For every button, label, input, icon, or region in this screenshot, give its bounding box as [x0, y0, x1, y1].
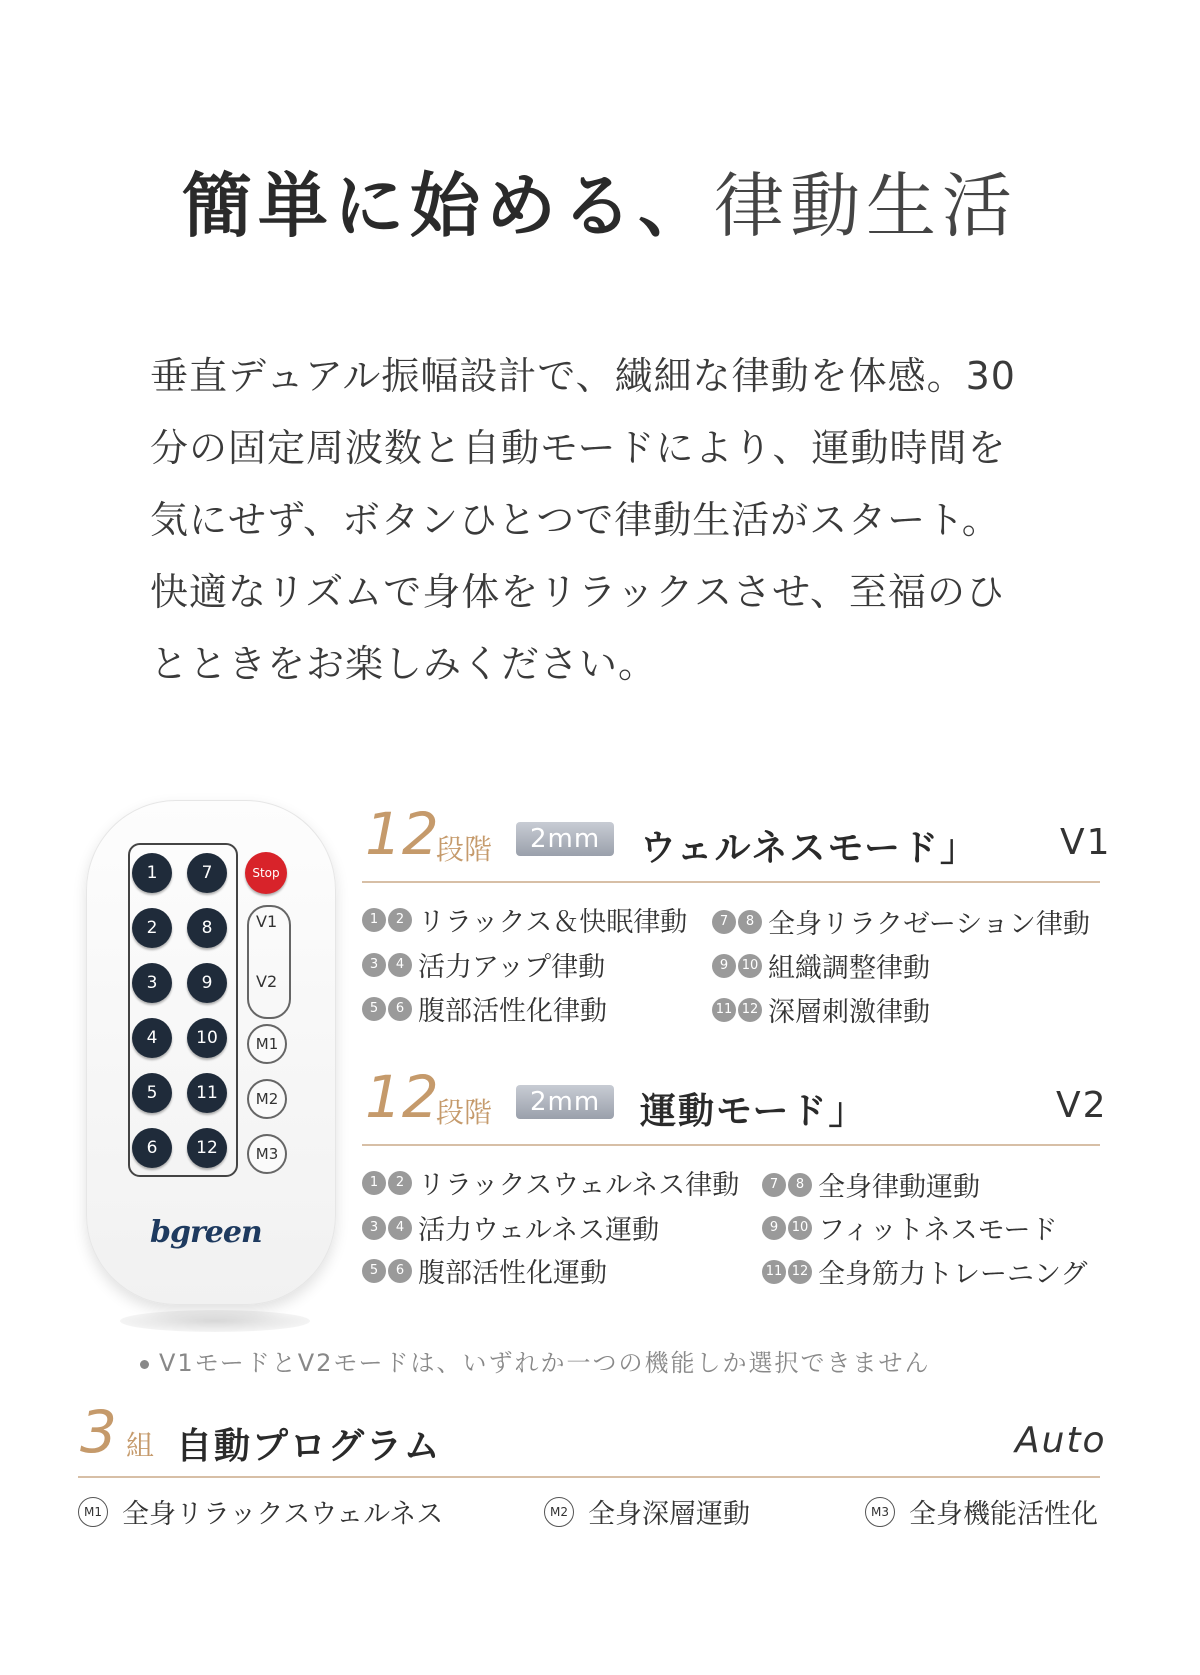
v1-item-label: リラックス＆快眠律動 — [418, 907, 688, 938]
note-text: V1モードとV2モードは、いずれか一つの機能しか選択できません — [159, 1349, 931, 1377]
v2-item-label: フィットネスモード — [818, 1215, 1058, 1246]
v1-item-number: 8 — [738, 910, 762, 934]
remote-key-5: 5 — [132, 1073, 172, 1113]
v1-item-number: 4 — [388, 953, 412, 977]
v1-item-label: 全身リラクゼーション律動 — [768, 909, 1090, 940]
intro-paragraph — [150, 340, 1070, 700]
v2-item — [362, 1208, 659, 1247]
v2-item-number: 1 — [362, 1171, 386, 1195]
remote-key-6: 6 — [132, 1128, 172, 1168]
v2-item-number: 5 — [362, 1259, 386, 1283]
auto-item-label: 全身リラックスウェルネス — [122, 1499, 444, 1530]
v2-item-number: 11 — [762, 1260, 786, 1284]
v1-item-number: 1 — [362, 908, 386, 932]
auto-item-badge: M1 — [78, 1497, 108, 1527]
remote-key-1: 1 — [132, 853, 172, 893]
v2-level-unit: 段階 — [436, 1096, 493, 1129]
v2-item — [762, 1165, 980, 1204]
remote-key-9: 9 — [187, 963, 227, 1003]
remote-v2-label: V2 — [256, 972, 278, 991]
v2-item — [362, 1251, 607, 1290]
v1-item-number: 11 — [712, 998, 736, 1022]
v2-amplitude-tag: 2mm — [516, 1085, 614, 1119]
remote-stop-key: Stop — [245, 852, 287, 894]
auto-title: 自動プログラム — [176, 1426, 442, 1467]
remote-key-8: 8 — [187, 908, 227, 948]
remote-key-12: 12 — [187, 1128, 227, 1168]
page-title — [0, 150, 1200, 251]
v1-item-label: 腹部活性化律動 — [418, 996, 607, 1027]
v1-item-number: 12 — [738, 998, 762, 1022]
remote-v1-label: V1 — [256, 912, 278, 931]
v2-item — [762, 1208, 1058, 1247]
v1-item — [362, 900, 687, 939]
v2-item-number: 6 — [388, 1259, 412, 1283]
v1-item-number: 10 — [738, 954, 762, 978]
bullet-icon — [140, 1360, 149, 1369]
remote-key-7: 7 — [187, 853, 227, 893]
v1-item-number: 3 — [362, 953, 386, 977]
headline-light: 律動生活 — [714, 165, 1018, 247]
v2-item-label: 全身律動運動 — [818, 1172, 980, 1203]
auto-count-number: 3 — [80, 1398, 117, 1466]
v2-item-number: 10 — [788, 1216, 812, 1240]
v2-item-label: 全身筋力トレーニング — [818, 1259, 1088, 1290]
v2-level-number: 12 — [365, 1063, 439, 1131]
v1-item-number: 9 — [712, 954, 736, 978]
remote-m2-key: M2 — [247, 1079, 287, 1119]
v1-item — [362, 989, 607, 1028]
headline-bold: 簡単に始める、 — [182, 165, 714, 247]
remote-shadow — [120, 1310, 310, 1332]
intro-line: 気にせず、ボタンひとつで律動生活がスタート。 — [150, 498, 1001, 542]
auto-item-label: 全身機能活性化 — [909, 1499, 1098, 1530]
remote-m3-key: M3 — [247, 1134, 287, 1174]
v1-item-label: 活力アップ律動 — [418, 952, 606, 983]
remote-keypad-frame — [128, 843, 238, 1177]
remote-key-3: 3 — [132, 963, 172, 1003]
v2-item-number: 8 — [788, 1173, 812, 1197]
v2-item-label: 活力ウェルネス運動 — [418, 1215, 660, 1246]
intro-line: 快適なリズムで身体をリラックスさせ、至福のひ — [150, 570, 1005, 614]
v1-item-label: 組織調整律動 — [768, 953, 930, 984]
v1-item-number: 2 — [388, 908, 412, 932]
auto-item-badge: M2 — [544, 1497, 574, 1527]
remote-key-2: 2 — [132, 908, 172, 948]
auto-item — [865, 1492, 1098, 1531]
brand-logo: bgreen — [150, 1215, 262, 1250]
v1-mode-title: ウェルネスモード」 — [640, 828, 979, 869]
mode-exclusive-note — [140, 1343, 930, 1378]
v2-item-label: リラックスウェルネス律動 — [418, 1170, 740, 1201]
v2-item-label: 腹部活性化運動 — [418, 1258, 607, 1289]
v1-item — [712, 902, 1090, 941]
auto-item-badge: M3 — [865, 1497, 895, 1527]
remote-key-11: 11 — [187, 1073, 227, 1113]
v1-item-number: 6 — [388, 997, 412, 1021]
intro-line: 垂直デュアル振幅設計で、繊細な律動を体感。30 — [150, 354, 1016, 398]
v1-item — [712, 946, 930, 985]
v2-item-number: 3 — [362, 1216, 386, 1240]
v2-item — [762, 1252, 1087, 1291]
v2-item — [362, 1163, 739, 1202]
auto-item — [78, 1492, 443, 1531]
v1-amplitude-tag: 2mm — [516, 822, 614, 856]
v2-item-number: 7 — [762, 1173, 786, 1197]
auto-divider — [78, 1476, 1100, 1478]
v1-divider — [362, 881, 1100, 883]
v1-mode-code: V1 — [1060, 822, 1112, 863]
auto-item — [544, 1492, 750, 1531]
v2-item-number: 2 — [388, 1171, 412, 1195]
v2-item-number: 4 — [388, 1216, 412, 1240]
auto-item-label: 全身深層運動 — [588, 1499, 750, 1530]
intro-line: とときをお楽しみください。 — [150, 642, 658, 686]
v1-item-number: 7 — [712, 910, 736, 934]
v2-mode-title: 運動モード」 — [640, 1091, 867, 1132]
v1-level-unit: 段階 — [436, 833, 493, 866]
v2-item-number: 9 — [762, 1216, 786, 1240]
v2-item-number: 12 — [788, 1260, 812, 1284]
remote-key-4: 4 — [132, 1018, 172, 1058]
v1-item — [362, 945, 605, 984]
auto-count-unit: 組 — [126, 1429, 155, 1462]
v1-item-number: 5 — [362, 997, 386, 1021]
auto-code: Auto — [1015, 1420, 1107, 1461]
v1-level-number: 12 — [365, 800, 439, 868]
v2-divider — [362, 1144, 1100, 1146]
remote-key-10: 10 — [187, 1018, 227, 1058]
v1-item — [712, 990, 930, 1029]
v2-mode-code: V2 — [1056, 1085, 1108, 1126]
v1-item-label: 深層刺激律動 — [768, 997, 930, 1028]
remote-m1-key: M1 — [247, 1024, 287, 1064]
intro-line: 分の固定周波数と自動モードにより、運動時間を — [150, 426, 1007, 470]
